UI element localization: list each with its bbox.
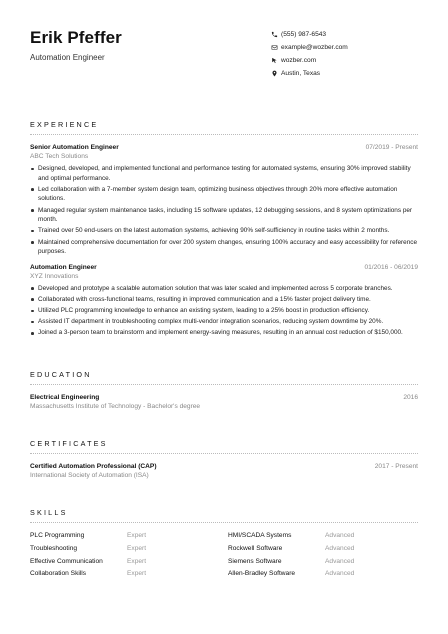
- job-title: Automation Engineer: [30, 53, 105, 62]
- job-entry: [30, 144, 418, 257]
- section-divider: [30, 453, 418, 454]
- skill-level: Expert: [127, 532, 147, 540]
- skill-level: Advanced: [325, 532, 355, 540]
- link-icon: [269, 55, 279, 65]
- skills-section: [30, 508, 418, 578]
- job-entry-title: Senior Automation Engineer: [30, 144, 119, 151]
- skill-level: Advanced: [325, 544, 355, 552]
- job-bullet: Trained over 50 end-users on the latest automation systems, achieving 90% self-sufficiency in routine tasks within 2 months.: [38, 226, 418, 236]
- section-divider: [30, 522, 418, 523]
- job-entry-date: 07/2019 - Present: [365, 144, 418, 151]
- job-entry: [30, 264, 418, 338]
- skill-level: Expert: [127, 557, 147, 565]
- job-bullet: Utilized PLC programming knowledge to enhance an existing system, leading to a 25% boost in production efficiency.: [38, 306, 418, 316]
- education-section: [30, 370, 418, 411]
- skill-name: Effective Communication: [30, 557, 103, 565]
- skill-name: Collaboration Skills: [30, 570, 87, 578]
- job-bullet: Joined a 3-person team to brainstorm and implement energy-saving measures, resulting in an annual cost reduction of $150,000.: [38, 328, 418, 338]
- contact-phone: [269, 28, 348, 40]
- section-divider: [30, 134, 418, 135]
- certificates-section: [30, 439, 418, 480]
- skill-level: Advanced: [325, 570, 355, 578]
- job-bullet: Designed, developed, and implemented functional and performance testing for automated systems, ensuring 30% improved stability and optimal performance.: [38, 164, 418, 183]
- skill-name: PLC Programming: [30, 532, 85, 540]
- job-bullet: Maintained comprehensive documentation for over 200 system changes, ensuring 100% accuracy and easy accessibility for reference purposes.: [38, 238, 418, 256]
- certificate-issuer: International Society of Automation (ISA): [30, 472, 149, 480]
- skill-name: Troubleshooting: [30, 544, 78, 552]
- education-degree: Electrical Engineering: [30, 394, 100, 402]
- resume-header: [30, 28, 418, 120]
- job-bullet: Assisted IT department in troubleshooting complex multi-vendor integration scenarios, reducing system downtime by 20%.: [38, 317, 418, 327]
- job-bullet: Led collaboration with a 7-member system design team, optimizing business objectives through 20% more effective automation solutions.: [38, 185, 418, 204]
- experience-section: [30, 120, 418, 338]
- contact-location: [269, 68, 348, 80]
- certificate-name: Certified Automation Professional (CAP): [30, 463, 157, 471]
- skill-name: Rockwell Software: [228, 544, 283, 552]
- phone-icon: [269, 29, 279, 39]
- section-title-skills: SKILLS: [30, 508, 68, 518]
- job-entry-date: 01/2016 - 06/2019: [364, 263, 418, 271]
- section-title-experience: EXPERIENCE: [30, 120, 99, 129]
- job-bullet-list: [30, 284, 418, 338]
- contact-location-text: Austin, Texas: [281, 70, 321, 78]
- skills-grid: [30, 532, 418, 578]
- contact-website-text: wozber.com: [281, 56, 317, 64]
- job-bullet: Developed and prototype a scalable automation solution that was later scaled and implemented across 5 corporate branches.: [38, 284, 418, 294]
- contact-website[interactable]: [269, 54, 348, 66]
- skill-level: Expert: [127, 570, 147, 578]
- location-pin-icon: [269, 69, 279, 79]
- contact-email[interactable]: [269, 41, 348, 53]
- education-date: 2016: [403, 394, 418, 402]
- job-entry-title: Automation Engineer: [30, 263, 97, 271]
- contact-phone-text: (555) 987-6543: [281, 30, 327, 38]
- envelope-icon: [269, 42, 279, 52]
- job-bullet: Managed regular system maintenance tasks, including 15 software updates, 12 debugging sessions, and 8 system optimizations per month.: [38, 206, 418, 225]
- candidate-name: Erik Pfeffer: [30, 28, 122, 47]
- section-title-education: EDUCATION: [30, 370, 92, 380]
- job-entry-company: XYZ Innovations: [30, 272, 79, 280]
- contact-email-text: example@wozber.com: [281, 43, 348, 51]
- skill-level: Expert: [127, 544, 147, 552]
- contact-list: [269, 28, 348, 81]
- job-bullet-list: [30, 164, 418, 257]
- skill-level: Advanced: [325, 557, 355, 565]
- certificate-date: 2017 - Present: [374, 463, 418, 471]
- section-divider: [30, 384, 418, 385]
- skill-name: Siemens Software: [228, 557, 282, 565]
- education-school: Massachusetts Institute of Technology - Bachelor's degree: [30, 403, 201, 411]
- skill-name: Allen-Bradley Software: [228, 570, 296, 578]
- job-entry-company: ABC Tech Solutions: [30, 153, 89, 160]
- job-bullet: Collaborated with cross-functional teams, resulting in improved communication and a 15% faster project delivery time.: [38, 295, 418, 305]
- skill-name: HMI/SCADA Systems: [228, 532, 292, 540]
- section-title-certificates: CERTIFICATES: [30, 439, 108, 449]
